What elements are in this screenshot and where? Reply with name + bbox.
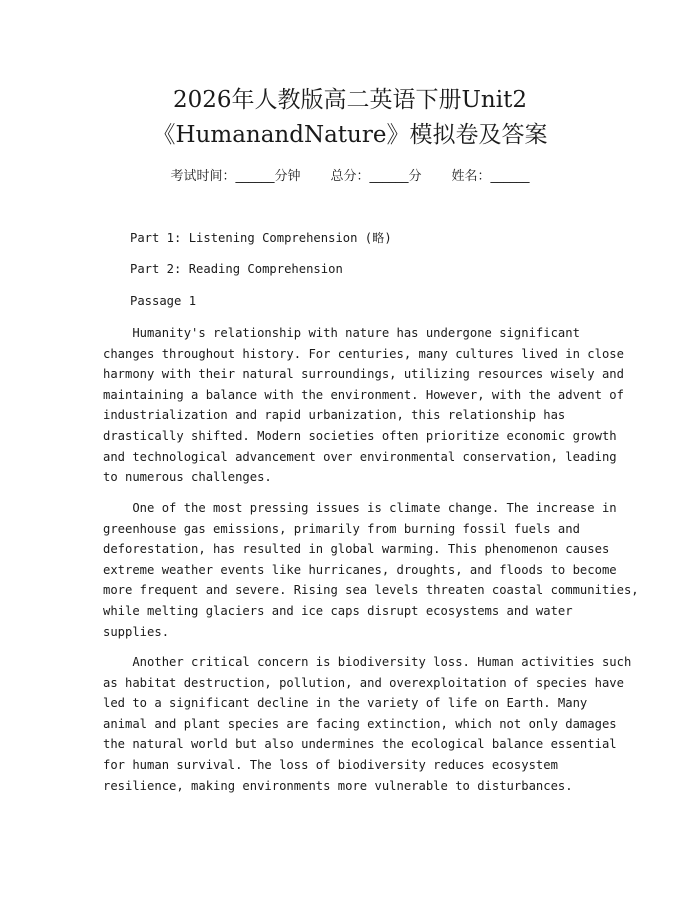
paragraph-line: led to a significant decline in the variety of life on Earth. Many — [103, 696, 588, 711]
paragraph-line: Humanity's relationship with nature has undergone significant — [103, 326, 580, 340]
paragraph-line: changes throughout history. For centuries, many cultures lived in close — [103, 346, 624, 361]
paragraph-line: industrialization and rapid urbanization, this relationship has — [103, 408, 566, 423]
paragraph-line: supplies. — [103, 624, 170, 639]
paragraph-line: extreme weather events like hurricanes, droughts, and floods to become — [103, 562, 617, 577]
exam-info-bar — [0, 168, 700, 186]
exam-time-field: 考试时间：______分钟 — [170, 169, 301, 184]
paragraph-line: the natural world but also undermines the ecological balance essential — [103, 737, 617, 752]
paragraph-line: as habitat destruction, pollution, and overexploitation of species have — [103, 675, 624, 690]
paragraph-line: One of the most pressing issues is climate change. The increase in — [103, 501, 617, 515]
document-title-line-2: 《HumanandNature》模拟卷及答案 — [152, 122, 548, 148]
passage-heading: Passage 1 — [130, 294, 197, 308]
paragraph-1 — [103, 323, 624, 488]
paragraph-line: Another critical concern is biodiversity loss. Human activities such — [103, 655, 632, 669]
paragraph-2 — [103, 498, 639, 642]
paragraph-line: more frequent and severe. Rising sea levels threaten coastal communities, — [103, 583, 639, 598]
paragraph-line: drastically shifted. Modern societies often prioritize economic growth — [103, 428, 617, 443]
paragraph-line: maintaining a balance with the environment. However, with the advent of — [103, 387, 624, 402]
paragraph-line: resilience, making environments more vulnerable to disturbances. — [103, 778, 573, 793]
paragraph-line: animal and plant species are facing extinction, which not only damages — [103, 716, 617, 731]
exam-score-field: 总分：______分 — [330, 169, 422, 184]
paragraph-line: for human survival. The loss of biodiversity reduces ecosystem — [103, 757, 558, 772]
part2-heading: Part 2: Reading Comprehension — [130, 262, 343, 276]
paragraph-line: while melting glaciers and ice caps disrupt ecosystems and water — [103, 603, 573, 618]
part1-heading: Part 1: Listening Comprehension (略) — [130, 231, 392, 245]
paragraph-line: deforestation, has resulted in global warming. This phenomenon causes — [103, 542, 610, 557]
paragraph-line: greenhouse gas emissions, primarily from burning fossil fuels and — [103, 521, 580, 536]
document-title-line-1: 2026年人教版高二英语下册Unit2 — [173, 87, 527, 113]
paragraph-line: to numerous challenges. — [103, 470, 272, 485]
paragraph-3 — [103, 652, 632, 796]
paragraph-line: harmony with their natural surroundings, utilizing resources wisely and — [103, 367, 624, 382]
exam-name-field: 姓名：______ — [451, 169, 530, 184]
paragraph-line: and technological advancement over environmental conservation, leading — [103, 449, 617, 464]
